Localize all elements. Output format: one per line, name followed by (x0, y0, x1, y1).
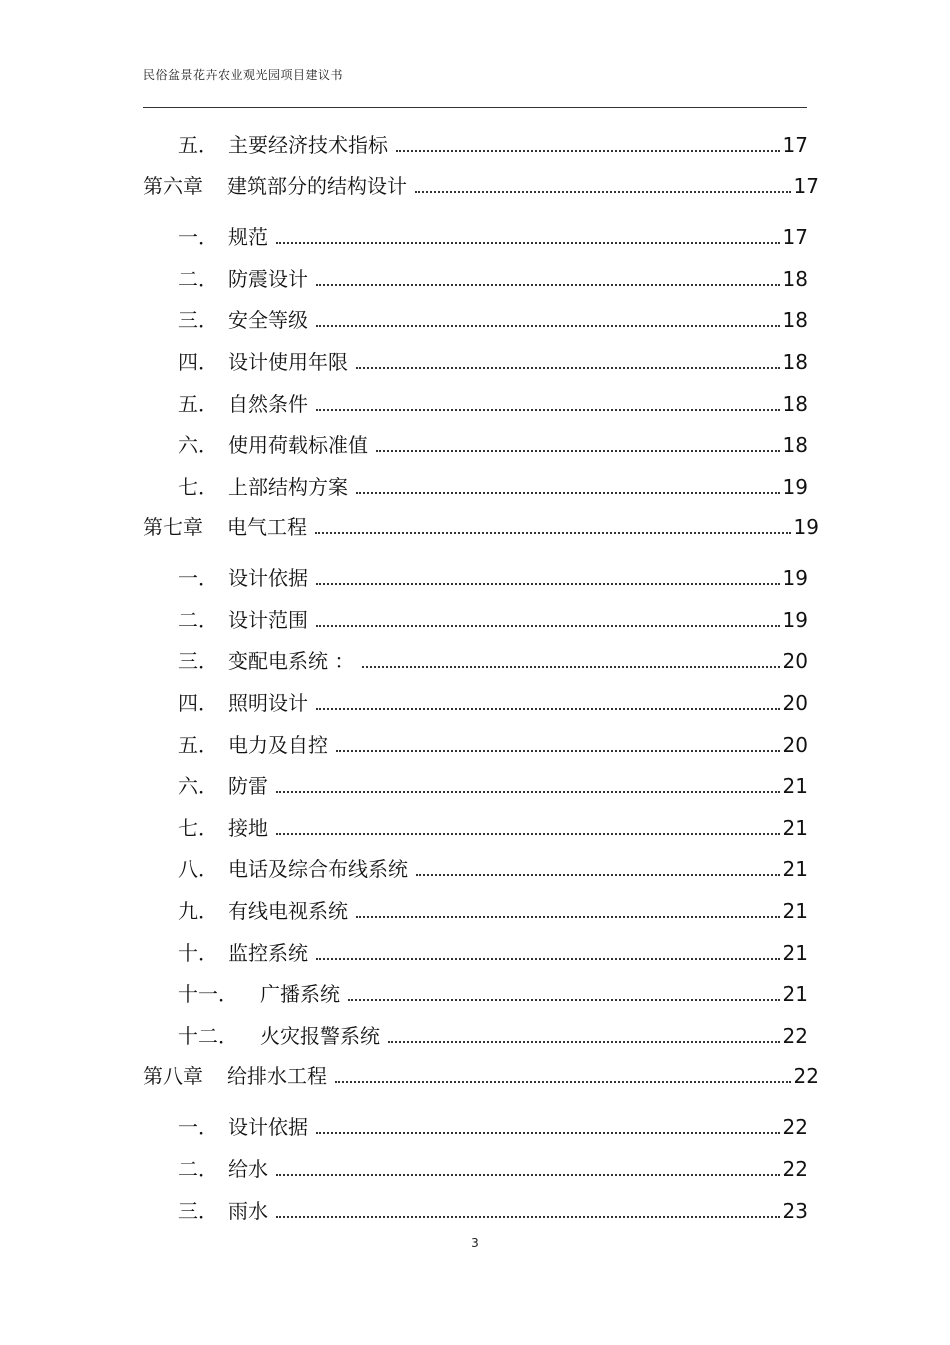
toc-dot-leader (276, 1174, 780, 1176)
toc-entry-title: 设计依据 (228, 1115, 308, 1139)
toc-entry-number: 五． (178, 133, 218, 157)
toc-entry-title: 设计范围 (228, 608, 308, 632)
toc-entry-number: 三． (178, 308, 218, 332)
toc-dot-leader (276, 1216, 780, 1218)
toc-entry-number: 二． (178, 267, 218, 291)
toc-entry-title: 自然条件 (228, 392, 308, 416)
toc-entry-page: 19 (782, 608, 808, 632)
toc-entry-number: 三． (178, 649, 218, 673)
toc-section-entry[interactable] (178, 428, 808, 458)
toc-dot-leader (316, 583, 780, 585)
toc-entry-page: 18 (782, 433, 808, 457)
toc-entry-page: 22 (782, 1024, 808, 1048)
toc-entry-title: 主要经济技术指标 (228, 133, 388, 157)
toc-entry-page: 19 (782, 566, 808, 590)
toc-section-entry[interactable] (178, 345, 808, 375)
toc-entry-title: 火灾报警系统 (260, 1024, 380, 1048)
toc-entry-title: 防震设计 (228, 267, 308, 291)
toc-entry-number: 七． (178, 816, 218, 840)
toc-entry-number: 一． (178, 1115, 218, 1139)
toc-entry-number: 三． (178, 1199, 218, 1223)
toc-entry-title: 给排水工程 (227, 1064, 327, 1088)
toc-dot-leader (388, 1041, 780, 1043)
toc-section-entry[interactable] (178, 894, 808, 924)
toc-entry-title: 接地 (228, 816, 268, 840)
toc-entry-page: 18 (782, 392, 808, 416)
toc-entry-page: 17 (793, 174, 819, 198)
toc-dot-leader (415, 191, 791, 193)
toc-section-entry[interactable] (178, 686, 808, 716)
toc-dot-leader (356, 492, 780, 494)
toc-entry-title: 电力及自控 (228, 733, 328, 757)
toc-entry-page: 21 (782, 857, 808, 881)
toc-entry-page: 20 (782, 649, 808, 673)
toc-entry-page: 20 (782, 691, 808, 715)
toc-entry-number: 十一． (178, 982, 238, 1006)
toc-entry-page: 21 (782, 941, 808, 965)
toc-section-entry[interactable] (178, 1194, 808, 1224)
toc-entry-page: 23 (782, 1199, 808, 1223)
toc-entry-page: 21 (782, 774, 808, 798)
toc-entry-page: 20 (782, 733, 808, 757)
toc-section-entry[interactable] (178, 644, 808, 674)
toc-entry-page: 21 (782, 982, 808, 1006)
toc-section-entry[interactable] (178, 852, 808, 882)
toc-dot-leader (316, 625, 780, 627)
toc-section-entry[interactable] (178, 936, 808, 966)
toc-dot-leader (316, 1132, 780, 1134)
toc-entry-number: 二． (178, 608, 218, 632)
toc-chapter-entry[interactable] (143, 169, 819, 199)
toc-entry-title: 变配电系统 ： (228, 649, 355, 673)
page-number: 3 (471, 1236, 479, 1250)
toc-entry-title: 规范 (228, 225, 268, 249)
toc-entry-number: 一． (178, 225, 218, 249)
toc-entry-number: 十二． (178, 1024, 238, 1048)
toc-section-entry[interactable] (178, 128, 808, 158)
toc-dot-leader (335, 1081, 791, 1083)
toc-entry-number: 第七章 (143, 515, 203, 539)
toc-dot-leader (276, 242, 780, 244)
toc-chapter-entry[interactable] (143, 510, 819, 540)
toc-dot-leader (316, 958, 780, 960)
toc-entry-title: 电话及综合布线系统 (228, 857, 408, 881)
toc-dot-leader (316, 284, 780, 286)
toc-entry-number: 一． (178, 566, 218, 590)
toc-entry-title: 照明设计 (228, 691, 308, 715)
toc-entry-number: 六． (178, 774, 218, 798)
toc-entry-title: 使用荷载标准值 (228, 433, 368, 457)
toc-section-entry[interactable] (178, 1110, 808, 1140)
toc-entry-number: 第八章 (143, 1064, 203, 1088)
toc-dot-leader (315, 532, 791, 534)
toc-entry-page: 17 (782, 225, 808, 249)
toc-dot-leader (316, 708, 780, 710)
toc-entry-page: 18 (782, 350, 808, 374)
toc-section-entry[interactable] (178, 603, 808, 633)
toc-dot-leader (316, 409, 780, 411)
toc-entry-title: 电气工程 (227, 515, 307, 539)
toc-dot-leader (276, 791, 780, 793)
page-header: 民俗盆景花卉农业观光园项目建议书 (143, 68, 344, 82)
toc-section-entry[interactable] (178, 470, 808, 500)
toc-entry-number: 四． (178, 691, 218, 715)
toc-dot-leader (376, 450, 780, 452)
toc-dot-leader (356, 916, 780, 918)
toc-dot-leader (276, 833, 780, 835)
toc-section-entry[interactable] (178, 728, 808, 758)
toc-entry-page: 18 (782, 308, 808, 332)
toc-section-entry[interactable] (178, 769, 808, 799)
header-rule (143, 107, 807, 108)
toc-entry-title: 雨水 (228, 1199, 268, 1223)
toc-entry-number: 五． (178, 392, 218, 416)
toc-dot-leader (356, 367, 780, 369)
toc-entry-page: 21 (782, 899, 808, 923)
toc-section-entry[interactable] (178, 977, 808, 1007)
toc-entry-number: 五． (178, 733, 218, 757)
toc-section-entry[interactable] (178, 262, 808, 292)
toc-entry-page: 22 (782, 1115, 808, 1139)
toc-entry-number: 四． (178, 350, 218, 374)
toc-dot-leader (362, 666, 779, 668)
toc-entry-page: 18 (782, 267, 808, 291)
toc-entry-number: 八． (178, 857, 218, 881)
toc-entry-title: 广播系统 (260, 982, 340, 1006)
toc-dot-leader (336, 750, 780, 752)
toc-section-entry[interactable] (178, 811, 808, 841)
toc-entry-page: 21 (782, 816, 808, 840)
toc-dot-leader (316, 325, 780, 327)
toc-section-entry[interactable] (178, 387, 808, 417)
toc-chapter-entry[interactable] (143, 1059, 819, 1089)
toc-entry-title: 监控系统 (228, 941, 308, 965)
toc-entry-title: 安全等级 (228, 308, 308, 332)
toc-section-entry[interactable] (178, 220, 808, 250)
toc-entry-title: 设计使用年限 (228, 350, 348, 374)
toc-entry-page: 19 (782, 475, 808, 499)
toc-entry-title: 建筑部分的结构设计 (227, 174, 407, 198)
toc-section-entry[interactable] (178, 303, 808, 333)
toc-entry-number: 七． (178, 475, 218, 499)
toc-entry-number: 十． (178, 941, 218, 965)
toc-dot-leader (396, 150, 780, 152)
toc-entry-page: 19 (793, 515, 819, 539)
toc-entry-number: 六． (178, 433, 218, 457)
toc-entry-title: 防雷 (228, 774, 268, 798)
toc-entry-title: 有线电视系统 (228, 899, 348, 923)
toc-entry-number: 第六章 (143, 174, 203, 198)
toc-entry-page: 22 (793, 1064, 819, 1088)
toc-entry-number: 九． (178, 899, 218, 923)
toc-entry-page: 22 (782, 1157, 808, 1181)
toc-dot-leader (416, 874, 780, 876)
toc-section-entry[interactable] (178, 1019, 808, 1049)
toc-section-entry[interactable] (178, 561, 808, 591)
toc-entry-title: 设计依据 (228, 566, 308, 590)
toc-section-entry[interactable] (178, 1152, 808, 1182)
toc-entry-title: 上部结构方案 (228, 475, 348, 499)
toc-entry-number: 二． (178, 1157, 218, 1181)
toc-dot-leader (348, 999, 780, 1001)
toc-entry-page: 17 (782, 133, 808, 157)
toc-entry-title: 给水 (228, 1157, 268, 1181)
